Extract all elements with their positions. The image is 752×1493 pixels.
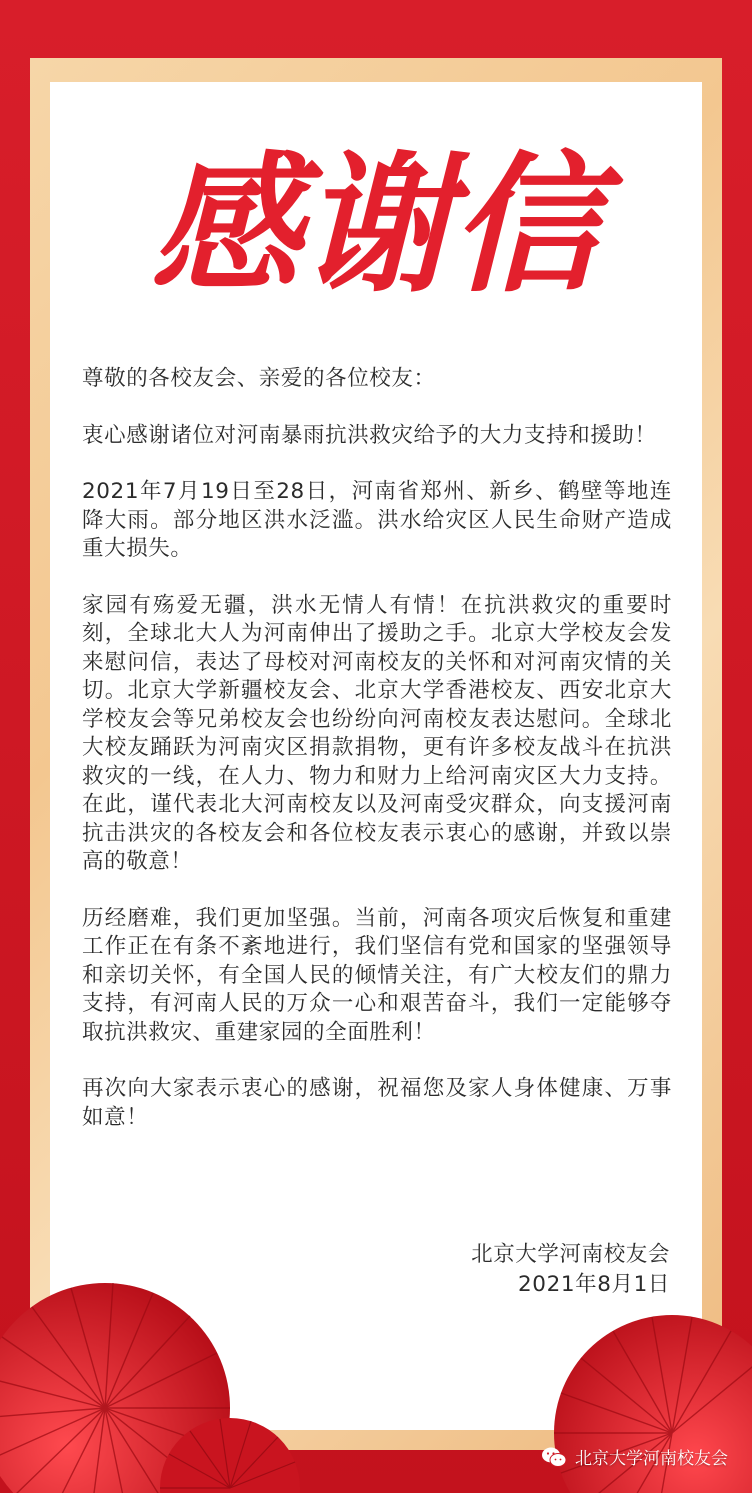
wechat-watermark (541, 1444, 728, 1469)
letter-paragraph: 2021年7月19日至28日，河南省郑州、新乡、鹤壁等地连降大雨。部分地区洪水泛滥。洪水给灾区人民生命财产造成重大损失。 (82, 479, 672, 561)
paper-fan-left-decoration (0, 1263, 300, 1493)
watermark-text: 北京大学河南校友会 (575, 1449, 728, 1469)
letter-paragraph: 再次向大家表示衷心的感谢，祝福您及家人身体健康、万事如意！ (82, 1076, 672, 1130)
letter-paragraph: 历经磨难，我们更加坚强。当前，河南各项灾后恢复和重建工作正在有条不紊地进行，我们坚信有党和国家的坚强领导和亲切关怀，有全国人民的倾情关注，有广大校友们的鼎力支持，有河南人民的万众一心和艰苦奋斗，我们一定能够夺取抗洪救灾、重建家园的全面胜利！ (82, 905, 672, 1045)
signature-date: 2021年8月1日 (518, 1272, 670, 1297)
signature-org: 北京大学河南校友会 (471, 1242, 670, 1267)
letter-title-area (50, 112, 702, 322)
wechat-icon (541, 1446, 567, 1468)
letter-title: 感谢信 (150, 137, 602, 313)
letter-salutation: 尊敬的各校友会、亲爱的各位校友： (82, 366, 436, 391)
letter-paragraph: 衷心感谢诸位对河南暴雨抗洪救灾给予的大力支持和援助！ (82, 422, 657, 448)
letter-paragraph: 家园有殇爱无疆，洪水无情人有情！在抗洪救灾的重要时刻，全球北大人为河南伸出了援助之手。北京大学校友会发来慰问信，表达了母校对河南校友的关怀和对河南灾情的关切。北京大学新疆校友会、北京大学香港校友、西安北京大学校友会等兄弟校友会也纷纷向河南校友表达慰问。全球北大校友踊跃为河南灾区捐款捐物，更有许多校友战斗在抗洪救灾的一线，在人力、物力和财力上给河南灾区大力支持。在此，谨代表北大河南校友以及河南受灾群众，向支援河南抗击洪灾的各校友会和各位校友表示衷心的感谢，并致以崇高的敬意！ (82, 592, 672, 874)
letter-title-graphic (50, 112, 702, 322)
letter-body (82, 365, 672, 1160)
